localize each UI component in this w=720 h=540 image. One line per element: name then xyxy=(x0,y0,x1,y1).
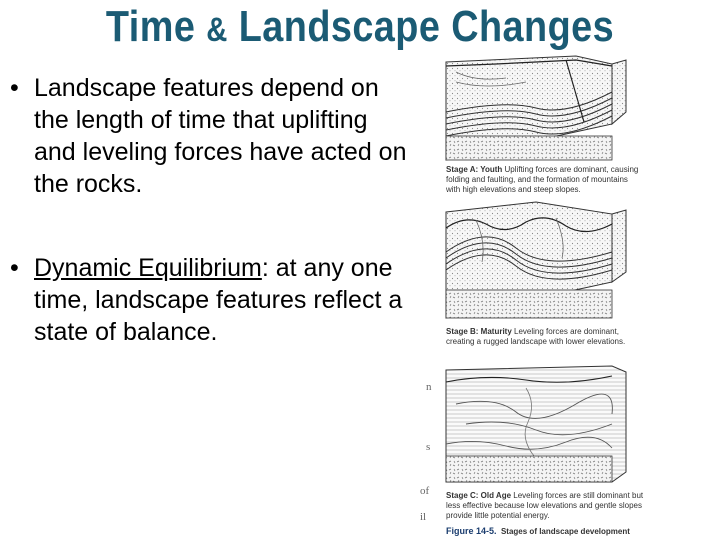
bullet-text-1: Landscape features depend on the length of time that uplifting and leveling forces have acted on the rocks. xyxy=(34,74,407,198)
side-fragment-2: s xyxy=(426,441,431,453)
bullet-item-2 xyxy=(10,252,415,348)
stage-c-line-2: less effective because low elevations and gentle slopes xyxy=(446,501,642,510)
stage-c-line-1: Leveling forces are still dominant but xyxy=(513,491,644,500)
figure-caption xyxy=(446,521,630,538)
stage-c-label: Stage C: Old Age xyxy=(446,491,512,500)
stage-b-caption xyxy=(446,327,625,346)
slide-title xyxy=(50,2,669,52)
bullet-item-1 xyxy=(10,72,415,200)
stage-c-diagram xyxy=(446,366,626,482)
stage-a-line-3: with high elevations and steep slopes. xyxy=(446,185,581,194)
title-part-1: Time xyxy=(105,2,196,51)
stage-b-label: Stage B: Maturity xyxy=(446,327,512,336)
bullet-list xyxy=(10,72,415,348)
side-fragment-3: of xyxy=(420,485,430,497)
bullet-marker: • xyxy=(10,74,19,102)
side-fragment-1: n xyxy=(426,381,432,393)
landscape-stages-figure xyxy=(416,52,712,540)
stage-b-line-2: creating a rugged landscape with lower elevations. xyxy=(446,337,626,346)
stage-a-line-2: folding and faulting, and the formation of mountains xyxy=(446,175,628,184)
stage-a-caption xyxy=(445,165,638,194)
title-part-2: Landscape Changes xyxy=(238,2,615,51)
stage-b-line-1: Leveling forces are dominant, xyxy=(514,327,619,336)
stage-b-diagram xyxy=(446,202,626,318)
bullet-marker: • xyxy=(10,254,19,282)
figure-number: Figure 14-5. xyxy=(446,526,497,536)
bullet-text-2: : at any one time, landscape features reflect a state of balance. xyxy=(34,254,403,346)
svg-text:Stage A: Youth Uplifting force xyxy=(446,165,638,174)
figure-caption-text: Stages of landscape development xyxy=(500,527,630,536)
stage-a-label: Stage A: Youth xyxy=(446,165,503,174)
side-fragment-4: il xyxy=(420,511,427,523)
bullet-term: Dynamic Equilibrium xyxy=(34,254,262,282)
svg-text:Stage B: Maturity Leveling for xyxy=(446,327,619,336)
stage-c-caption xyxy=(446,491,644,520)
title-ampersand: & xyxy=(206,11,228,49)
stage-a-line-1: Uplifting forces are dominant, causing xyxy=(504,165,639,174)
stage-c-line-3: provide little potential energy. xyxy=(446,511,550,520)
stage-a-diagram xyxy=(446,56,626,160)
svg-text:Stage C: Old Age Leveling forc xyxy=(446,491,644,500)
